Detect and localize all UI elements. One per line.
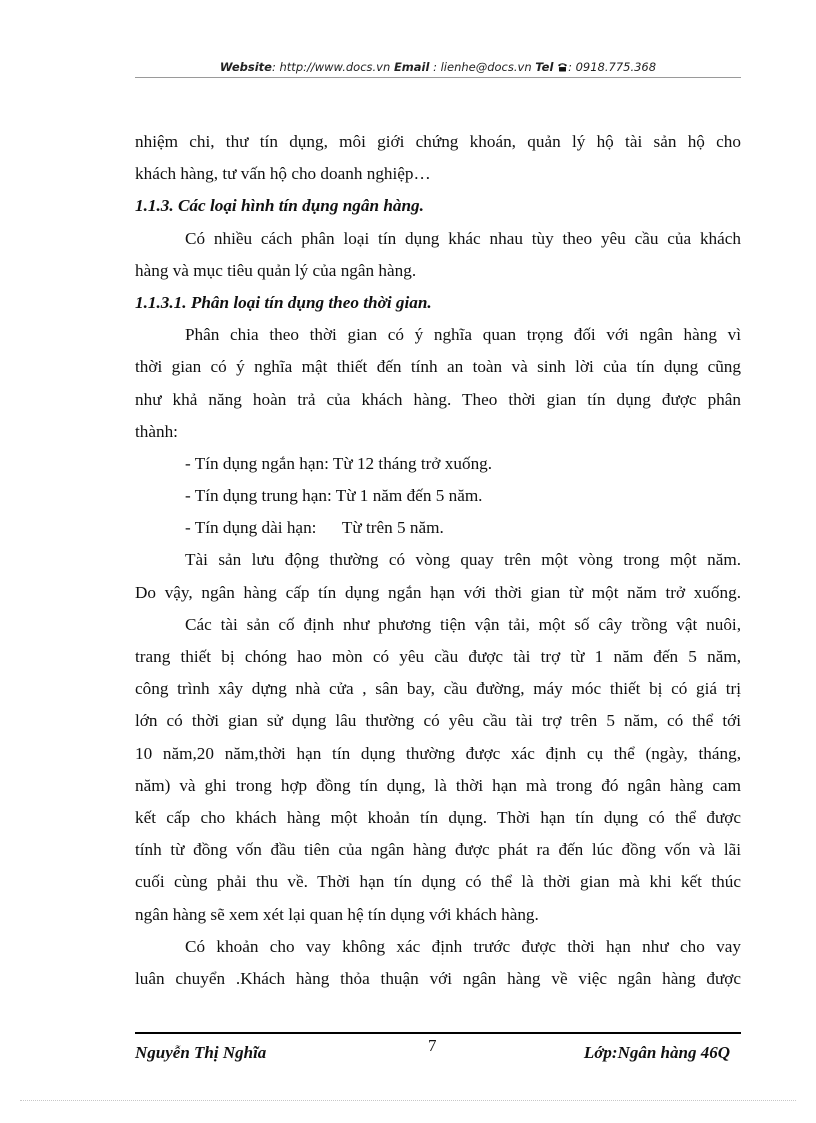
- footer-divider: [135, 1032, 741, 1034]
- subsection-heading: 1.1.3.1. Phân loại tín dụng theo thời gian.: [135, 292, 432, 312]
- text-line: kết cấp cho khách hàng một khoản tín dụng. Thời hạn tín dụng có thể được: [135, 807, 741, 827]
- phone-icon: [557, 62, 568, 72]
- email-value: : lienhe@docs.vn: [433, 60, 532, 74]
- text-line: Có nhiều cách phân loại tín dụng khác nhau tùy theo yêu cầu của khách: [185, 228, 741, 248]
- text-line: như khả năng hoàn trả của khách hàng. Theo thời gian tín dụng được phân: [135, 389, 741, 409]
- text-line: 10 năm,20 năm,thời hạn tín dụng thường được xác định cụ thể (ngày, tháng,: [135, 743, 741, 763]
- list-item: - Tín dụng ngắn hạn: Từ 12 tháng trở xuống.: [185, 453, 493, 473]
- list-item: - Tín dụng trung hạn: Từ 1 năm đến 5 năm.: [185, 486, 483, 506]
- page-number: 7: [428, 1036, 437, 1055]
- website-label: Website: [219, 60, 272, 74]
- footer-author: Nguyễn Thị Nghĩa: [135, 1043, 267, 1062]
- text-line: Các tài sản cố định như phương tiện vận tải, một số cây trồng vật nuôi,: [185, 614, 741, 634]
- text-line: cuối cùng phải thu về. Thời hạn tín dụng có thể là thời gian mà khi kết thúc: [135, 872, 741, 892]
- text-line: thời gian có ý nghĩa mật thiết đến tính an toàn và sinh lời của tín dụng cũng: [135, 357, 741, 377]
- text-line: Tài sản lưu động thường có vòng quay trên một vòng trong một năm.: [185, 550, 741, 570]
- text-line: ngân hàng sẽ xem xét lại quan hệ tín dụng với khách hàng.: [135, 904, 539, 924]
- footer-class: Lớp:Ngân hàng 46Q: [583, 1043, 730, 1062]
- text-line: công trình xây dựng nhà cửa , sân bay, cầu đường, máy móc thiết bị có giá trị: [135, 679, 741, 699]
- text-line: Do vậy, ngân hàng cấp tín dụng ngắn hạn với thời gian từ một năm trở xuống.: [135, 582, 741, 602]
- text-line: thành:: [135, 421, 178, 441]
- text-line: hàng và mục tiêu quản lý của ngân hàng.: [135, 260, 417, 280]
- email-label: Email: [393, 60, 430, 74]
- text-line: khách hàng, tư vấn hộ cho doanh nghiệp…: [135, 164, 431, 184]
- tel-value: : 0918.775.368: [568, 60, 657, 74]
- page-bottom-border: [20, 1100, 796, 1101]
- page-header: [135, 60, 741, 74]
- body-text: [135, 126, 741, 995]
- text-line: Phân chia theo thời gian có ý nghĩa quan trọng đối với ngân hàng vì: [185, 325, 741, 345]
- website-value: : http://www.docs.vn: [271, 60, 391, 74]
- header-divider: [135, 77, 741, 78]
- text-line: năm) và ghi trong hợp đồng tín dụng, là thời hạn mà trong đó ngân hàng cam: [135, 775, 741, 795]
- text-line: luân chuyển .Khách hàng thỏa thuận với ngân hàng về việc ngân hàng được: [135, 968, 741, 988]
- text-line: nhiệm chi, thư tín dụng, môi giới chứng khoán, quản lý hộ tài sản hộ cho: [135, 132, 741, 151]
- list-item: - Tín dụng dài hạn: Từ trên 5 năm.: [185, 518, 444, 538]
- text-line: Có khoản cho vay không xác định trước được thời hạn như cho vay: [185, 936, 741, 956]
- tel-label: Tel: [535, 60, 554, 74]
- text-line: lớn có thời gian sử dụng lâu thường có yêu cầu tài trợ trên 5 năm, có thể tới: [135, 711, 741, 731]
- section-heading: 1.1.3. Các loại hình tín dụng ngân hàng.: [135, 196, 424, 216]
- text-line: trang thiết bị chóng hao mòn có yêu cầu được tài trợ từ 1 năm đến 5 năm,: [135, 647, 741, 666]
- text-line: tính từ đồng vốn đầu tiên của ngân hàng được phát ra đến lúc đồng vốn và lãi: [135, 840, 741, 860]
